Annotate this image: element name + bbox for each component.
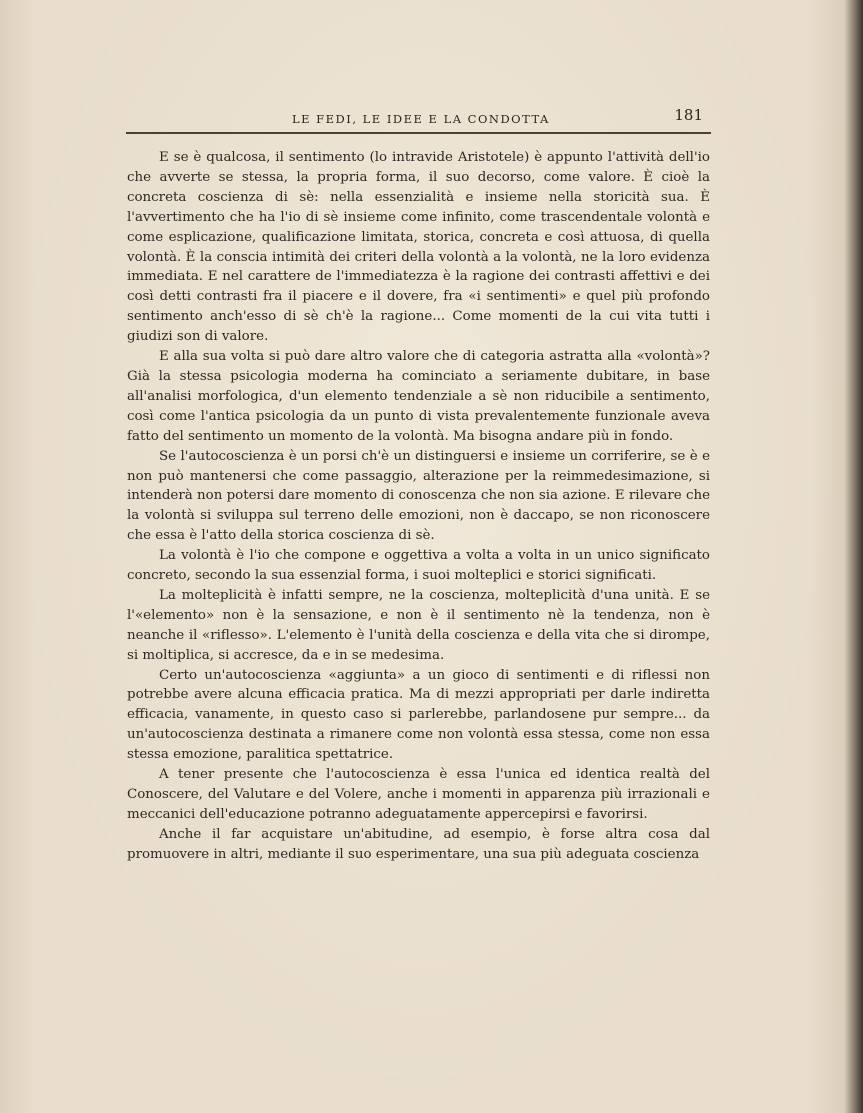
- paragraph: Anche il far acquistare un'abitudine, ad esempio, è forse altra cosa dal promuovere in altri, mediante il suo esperimentare, una sua più adeguata coscienza: [127, 826, 710, 862]
- paragraph: La molteplicità è infatti sempre, ne la coscienza, molteplicità d'una unità. E se l'«elemento» non è la sensazione, e non è il sentimento nè la tendenza, non è neanche il «riflesso». L'elemento è l'unità della coscienza e della vita che si dirompe, si moltiplica, si accresce, da e in se medesima.: [127, 587, 710, 663]
- running-header: [126, 106, 711, 134]
- running-title: LE FEDI, LE IDEE E LA CONDOTTA: [292, 112, 550, 126]
- body-text: [127, 148, 710, 865]
- paragraph: La volontà è l'io che compone e oggettiva a volta a volta in un unico significato concreto, secondo la sua essenzial forma, i suoi molteplici e storici significati.: [127, 548, 710, 584]
- paragraph: A tener presente che l'autocoscienza è essa l'unica ed identica realtà del Conoscere, del Valutare e del Volere, anche i momenti in apparenza più irrazionali e meccanici dell'educazione potranno adeguatamente appercepirsi e favorirsi.: [127, 767, 710, 822]
- paragraph: E se è qualcosa, il sentimento (lo intravide Aristotele) è appunto l'attività dell'io che avverte se stessa, la propria forma, il suo decorso, come valore. È cioè la concreta coscienza di sè: nella essenzialità e insieme nella storicità sua. È l'avvertimento che ha l'io di sè insieme come infinito, come trascendentale volontà e come esplicazione, qualificazione limitata, storica, concreta e così attuosa, di quella volontà. È la conscia intimità dei criteri della volontà a la volontà, ne la loro evidenza immediata. E nel carattere de l'immediatezza è la ragione dei contrasti affettivi e dei così detti contrasti fra il piacere e il dovere, fra «i sentimenti» e quel più profondo sentimento anch'esso di sè ch'è la ragione... Come momenti de la cui vita tutti i giudizi son di valore.: [127, 150, 710, 345]
- paragraph: Se l'autocoscienza è un porsi ch'è un distinguersi e insieme un corriferire, se è e non può mantenersi che come passaggio, alterazione per la reimmedesimazione, si intenderà non potersi dare momento di conoscenza che non sia azione. E rilevare che la volontà si sviluppa sul terreno delle emozioni, non è daccapo, se non riconoscere che essa è l'atto della storica coscienza di sè.: [127, 448, 710, 544]
- page-number: 181: [674, 106, 703, 124]
- paragraph: Certo un'autocoscienza «aggiunta» a un gioco di sentimenti e di riflessi non potrebbe avere alcuna efficacia pratica. Ma di mezzi appropriati per darle indiretta efficacia, vanamente, in questo caso si parlerebbe, parlandosene pur sempre... da un'autocoscienza destinata a rimanere come non volontà essa stessa, come non essa stessa emozione, paralitica spettatrice.: [127, 667, 710, 763]
- paragraph: E alla sua volta si può dare altro valore che di categoria astratta alla «volontà»? Già la stessa psicologia moderna ha cominciato a seriamente dubitare, in base all'analisi morfologica, d'un elemento tendenziale a sè non riducibile a sentimento, così come l'antica psicologia da un punto di vista prevalentemente funzionale aveva fatto del sentimento un momento de la volontà. Ma bisogna andare più in fondo.: [127, 349, 710, 444]
- page-edge-shadow: [845, 0, 863, 1113]
